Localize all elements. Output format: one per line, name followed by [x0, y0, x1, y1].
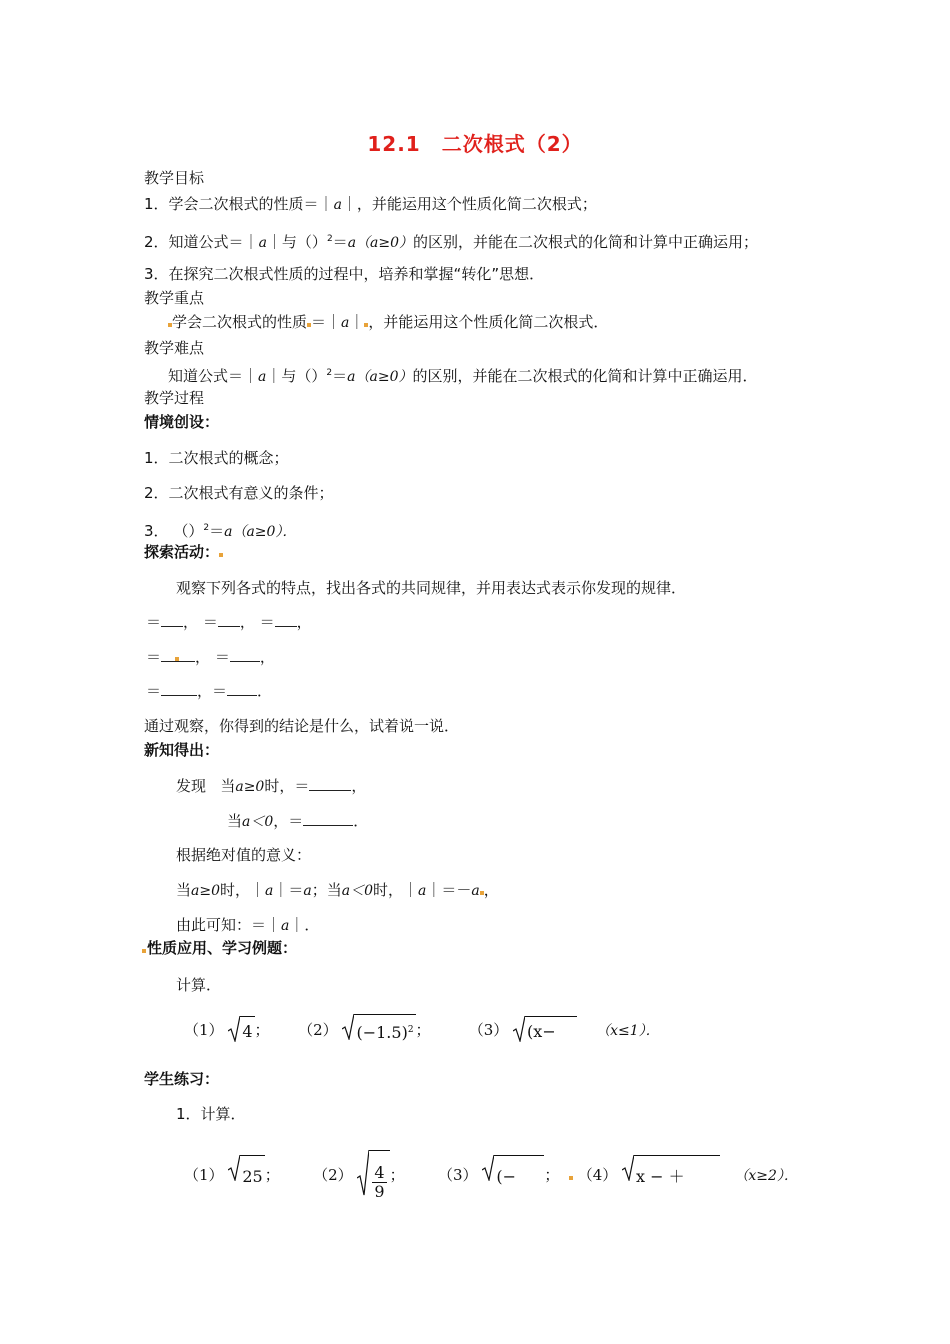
page-title: 12.1 二次根式（2）: [367, 132, 583, 156]
explore-question: 通过观察，你得到的结论是什么，试着说一说．: [144, 717, 460, 735]
equals-sign: ＝: [146, 648, 162, 666]
marker-dot: [219, 553, 223, 557]
example-2-exp: 2: [407, 1025, 414, 1035]
equals-sign: ＝: [259, 613, 275, 631]
abs-text: 时，｜: [373, 881, 419, 899]
equals-sign: ＝: [146, 682, 162, 700]
difficulty-cond: （a≥0）: [355, 369, 413, 385]
case-2-cond: a＜0: [242, 814, 274, 830]
example-2-end: ；: [415, 1021, 431, 1039]
practice-item: 1．计算．: [176, 1105, 246, 1123]
marker-dot: [142, 949, 146, 953]
discover-case-2: [227, 811, 368, 832]
new-knowledge-heading: 新知得出：: [144, 741, 220, 759]
answer-blank: [309, 776, 351, 791]
separator: ，: [296, 613, 312, 631]
explore-heading: [144, 542, 223, 562]
abs-text: ，: [483, 881, 499, 899]
equals-sign: ＝: [214, 648, 230, 666]
example-2-radicand: [354, 1014, 415, 1047]
situation-item-3-exp: 2: [203, 523, 210, 533]
difficulty-pre: 知道公式＝｜: [168, 367, 259, 385]
radical-sign-icon: [357, 1150, 369, 1201]
objective-1: [144, 194, 597, 215]
radical-sign-icon: [228, 1016, 240, 1046]
objective-2-mid: ｜与（）: [266, 233, 327, 251]
objective-2-post: 的区别，并能在二次根式的化简和计算中正确运用；: [413, 233, 759, 251]
application-calc: 计算．: [176, 976, 222, 994]
key-point-tail: ，并能运用这个性质化简二次根式．: [368, 313, 609, 331]
situation-item-2: 2．二次根式有意义的条件；: [144, 484, 334, 502]
practice-1-radical: [228, 1155, 264, 1197]
separator: ，: [183, 613, 199, 631]
radical-sign-icon: [622, 1155, 634, 1197]
abs-line: [176, 880, 499, 901]
practice-1-end: ；: [264, 1166, 280, 1184]
conclusion-post: ｜．: [289, 916, 320, 934]
practice-4-radicand: x − ＋: [634, 1155, 720, 1197]
conclusion-var: a: [281, 918, 290, 934]
abs-var: a: [418, 883, 427, 899]
answer-blank: [303, 811, 353, 826]
difficulty-var: a: [258, 369, 267, 385]
practice-3-label: （3）: [438, 1166, 478, 1184]
abs-cond: a≥0: [191, 883, 220, 899]
case-1-pre: 当: [220, 777, 236, 795]
application-examples: [184, 1014, 660, 1047]
abs-text: 当: [176, 881, 192, 899]
objective-2-var2: a: [347, 235, 357, 251]
practice-3-radicand: (−: [494, 1155, 544, 1197]
difficulty-post: 的区别，并能在二次根式的化简和计算中正确运用．: [412, 367, 758, 385]
case-2-post: ，＝: [273, 812, 304, 830]
example-3-label: （3）: [468, 1021, 509, 1039]
objective-2-pre: 知道公式＝｜: [168, 233, 259, 251]
abs-var: a: [265, 883, 274, 899]
practice-1-radicand: 25: [240, 1155, 264, 1197]
case-2-end: ．: [353, 812, 369, 830]
explore-row-3: [146, 681, 272, 701]
answer-blank: [275, 612, 297, 627]
key-point-post: ｜: [349, 313, 365, 331]
answer-blank: [227, 681, 257, 696]
case-2-pre: 当: [227, 812, 243, 830]
practice-2-denominator: 9: [374, 1182, 385, 1201]
example-1-radical: [228, 1016, 254, 1046]
objective-3: 3．在探究二次根式性质的过程中，培养和掌握“转化”思想．: [144, 265, 545, 283]
radical-sign-icon: [342, 1014, 354, 1047]
abs-var: a: [303, 883, 312, 899]
explore-heading-text: 探索活动：: [144, 543, 220, 561]
objective-2-exp: 2: [326, 234, 333, 244]
key-point-heading: 教学重点: [144, 289, 205, 307]
situation-item-3-expr: （）: [173, 522, 204, 540]
answer-blank: [161, 612, 183, 627]
abs-text: ｜＝: [273, 881, 304, 899]
objective-2-num: 2．: [144, 233, 169, 251]
situation-heading: 情境创设：: [144, 413, 220, 431]
practice-4-label: （4）: [577, 1166, 618, 1184]
objective-1-num: 1．: [144, 195, 169, 213]
example-1-label: （1）: [184, 1021, 224, 1039]
practice-2-radical: [357, 1150, 389, 1201]
practice-2-radicand: [369, 1150, 389, 1201]
conclusion-pre: 由此可知：＝｜: [176, 916, 282, 934]
objective-1-post: ｜，并能运用这个性质化简二次根式；: [341, 195, 597, 213]
practice-2-end: ；: [389, 1166, 405, 1184]
key-point-eq: ＝｜: [311, 313, 342, 331]
objectives-heading: 教学目标: [144, 169, 205, 187]
case-1-cond: a≥0: [235, 779, 265, 795]
explore-row-2: [146, 647, 275, 667]
difficulty-eq: ＝: [332, 367, 348, 385]
example-2-base: (−1.5): [356, 1023, 408, 1042]
abs-cond: a＜0: [341, 883, 374, 899]
situation-item-1: 1．二次根式的概念；: [144, 449, 289, 467]
separator: ，: [239, 613, 255, 631]
abs-var: a: [471, 883, 480, 899]
objective-2-var: a: [258, 235, 267, 251]
practice-3-radical: [482, 1155, 544, 1197]
answer-blank: [230, 647, 260, 662]
answer-blank: [161, 647, 195, 662]
example-3-radical: [513, 1016, 577, 1046]
discover-case-1: [176, 776, 366, 797]
practice-heading: 学生练习：: [144, 1070, 220, 1088]
practice-2-fraction: [372, 1164, 386, 1201]
objective-2: [144, 229, 758, 253]
separator: ，: [195, 648, 211, 666]
conclusion: [176, 915, 319, 936]
difficulty-heading: 教学难点: [144, 339, 205, 357]
difficulty-mid: ｜与（）: [266, 367, 327, 385]
key-point-pre: 学会二次根式的性质: [172, 313, 308, 331]
abs-text: 时，｜: [220, 881, 266, 899]
equals-sign: ＝: [212, 682, 228, 700]
key-point-text: [168, 312, 608, 333]
practice-2-numerator: 4: [374, 1163, 385, 1182]
process-heading: 教学过程: [144, 389, 205, 407]
explore-row-1: [146, 612, 312, 632]
application-heading-text: 性质应用、学习例题：: [147, 939, 298, 957]
practice-4-cond: （x≥2）．: [734, 1168, 798, 1184]
difficulty-text: [168, 363, 758, 387]
practice-problems: [184, 1150, 798, 1201]
equals-sign: ＝: [202, 613, 218, 631]
practice-2-label: （2）: [313, 1166, 353, 1184]
situation-item-3-num: 3．: [144, 522, 169, 540]
marker-dot: [569, 1176, 573, 1180]
example-3-cond: （x≤1）．: [596, 1023, 660, 1039]
situation-item-3-var: a: [224, 524, 233, 540]
case-1-end: ，: [351, 777, 367, 795]
difficulty-exp: 2: [326, 368, 333, 378]
equals-sign: ＝: [146, 613, 162, 631]
application-heading: [142, 938, 297, 958]
example-1-radicand: 4: [240, 1016, 254, 1046]
radical-sign-icon: [482, 1155, 494, 1197]
separator: ，: [259, 648, 275, 666]
separator: ，: [197, 682, 213, 700]
case-1-post: 时，＝: [264, 777, 310, 795]
radical-sign-icon: [513, 1016, 525, 1046]
abs-meaning: 根据绝对值的意义：: [176, 846, 312, 864]
practice-1-label: （1）: [184, 1166, 224, 1184]
answer-blank: [161, 681, 197, 696]
objective-1-pre: 学会二次根式的性质＝｜: [168, 195, 334, 213]
radical-sign-icon: [228, 1155, 240, 1197]
practice-4-radical: [622, 1155, 720, 1197]
difficulty-var2: a: [347, 369, 356, 385]
situation-item-3: [144, 518, 296, 542]
example-3-radicand: (x−: [525, 1016, 577, 1046]
explore-intro: 观察下列各式的特点，找出各式的共同规律，并用表达式表示你发现的规律．: [176, 579, 687, 597]
marker-dot: [175, 657, 179, 661]
abs-text: ；当: [311, 881, 342, 899]
example-2-label: （2）: [298, 1021, 338, 1039]
situation-item-3-eq: ＝: [209, 522, 225, 540]
abs-text: ｜＝－: [426, 881, 472, 899]
practice-3-end: ；: [544, 1166, 560, 1184]
objective-1-var: a: [333, 197, 342, 213]
objective-2-eq: ＝: [332, 233, 348, 251]
example-1-end: ；: [254, 1021, 270, 1039]
example-2-radical: [342, 1014, 415, 1047]
answer-blank: [218, 612, 240, 627]
discover-label: 发现: [176, 777, 207, 795]
situation-item-3-cond: （a≥0）．: [232, 524, 297, 540]
objective-2-cond: （a≥0）: [356, 235, 414, 251]
key-point-var: a: [341, 315, 350, 331]
separator: ．: [257, 682, 273, 700]
